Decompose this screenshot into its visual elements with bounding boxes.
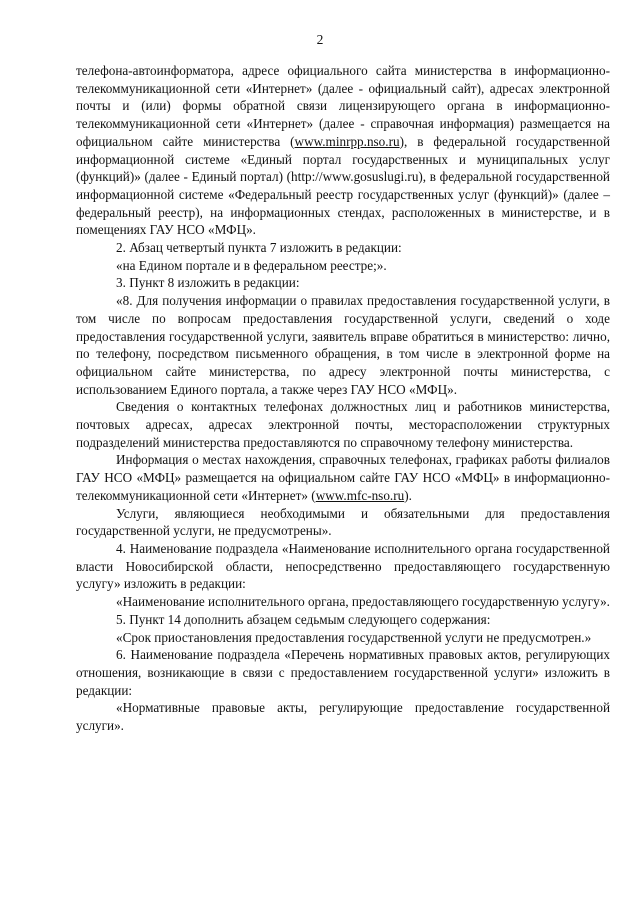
paragraph-text: «Наименование исполнительного органа, предоставляющего государственную услугу». [116, 594, 610, 610]
paragraph-text: ). [404, 487, 412, 503]
paragraph [76, 646, 610, 699]
paragraph-text: ), в федеральной государственной информационной системе «Единый портал государственных и муниципальных услуг (функций)» (далее - Единый портал) (http://www.gosuslugi.ru), в федеральной государственной информационной системе «Федеральный реестр государственных услуг (функций)» (далее – федеральный реестр), на информационных стендах, расположенных в министерстве, и в помещениях ГАУ НСО «МФЦ». [76, 133, 610, 238]
paragraph [76, 398, 610, 451]
document-body [76, 62, 610, 735]
paragraph [76, 62, 610, 239]
website-link[interactable]: www.mfc-nso.ru [315, 487, 405, 503]
paragraph [76, 611, 610, 629]
paragraph [76, 699, 610, 734]
paragraph [76, 451, 610, 504]
paragraph-text: 6. Наименование подраздела «Перечень нормативных правовых актов, регулирующих отношения, возникающие в связи с предоставлением государственной услуги» изложить в редакции: [76, 647, 610, 698]
paragraph-text: телефона-автоинформатора, адресе официального сайта министерства в информационно-телекоммуникационной сети «Интернет» (далее - официальный сайт), адресах электронной почты и (или) формы обратной связи лицензирующего органа в информационно-телекоммуникационной сети «Интернет» (далее - справочная информация) размещается на официальном сайте министерства ( [76, 63, 610, 149]
paragraph-text: 3. Пункт 8 изложить в редакции: [116, 275, 300, 291]
paragraph-text: Сведения о контактных телефонах должностных лиц и работников министерства, почтовых адресах, адресах электронной почты, месторасположении структурных подразделений министерства предоставляются по справочному телефону министерства. [76, 399, 610, 450]
paragraph [76, 292, 610, 398]
paragraph-text: «Нормативные правовые акты, регулирующие предоставление государственной услуги». [76, 700, 610, 734]
paragraph-text: 2. Абзац четвертый пункта 7 изложить в редакции: [116, 240, 402, 256]
paragraph [76, 505, 610, 540]
paragraph [76, 257, 610, 275]
paragraph [76, 629, 610, 647]
paragraph-text: «8. Для получения информации о правилах предоставления государственной услуги, в том числе по вопросам предоставления государственной услуги, сведений о ходе предоставления государственной услуги, заявитель вправе обратиться в министерство: лично, по телефону, посредством письменного обращения, в том числе в электронной форме на официальном сайте министерства, по адресу электронной почты министерства, с использованием Единого портала, а также через ГАУ НСО «МФЦ». [76, 293, 610, 397]
paragraph [76, 239, 610, 257]
website-link[interactable]: www.minrpp.nso.ru [294, 133, 400, 149]
paragraph [76, 593, 610, 611]
paragraph [76, 274, 610, 292]
page-number: 2 [316, 32, 324, 47]
paragraph-text: Услуги, являющиеся необходимыми и обязательными для предоставления государственной услуги, не предусмотрены». [76, 505, 610, 539]
paragraph-text: «на Едином портале и в федеральном реестре;». [116, 257, 387, 273]
paragraph-text: «Срок приостановления предоставления государственной услуги не предусмотрен.» [116, 629, 592, 645]
paragraph-text: 5. Пункт 14 дополнить абзацем седьмым следующего содержания: [116, 611, 491, 627]
paragraph-text: 4. Наименование подраздела «Наименование исполнительного органа государственной власти Новосибирской области, непосредственно предоставляющего государственную услугу» изложить в редакции: [76, 540, 610, 592]
paragraph [76, 540, 610, 593]
paragraph-text: Информация о местах нахождения, справочных телефонах, графиках работы филиалов ГАУ НСО «МФЦ» размещается на официальном сайте ГАУ НСО «МФЦ» в информационно-телекоммуникационной сети «Интернет» ( [76, 452, 610, 503]
